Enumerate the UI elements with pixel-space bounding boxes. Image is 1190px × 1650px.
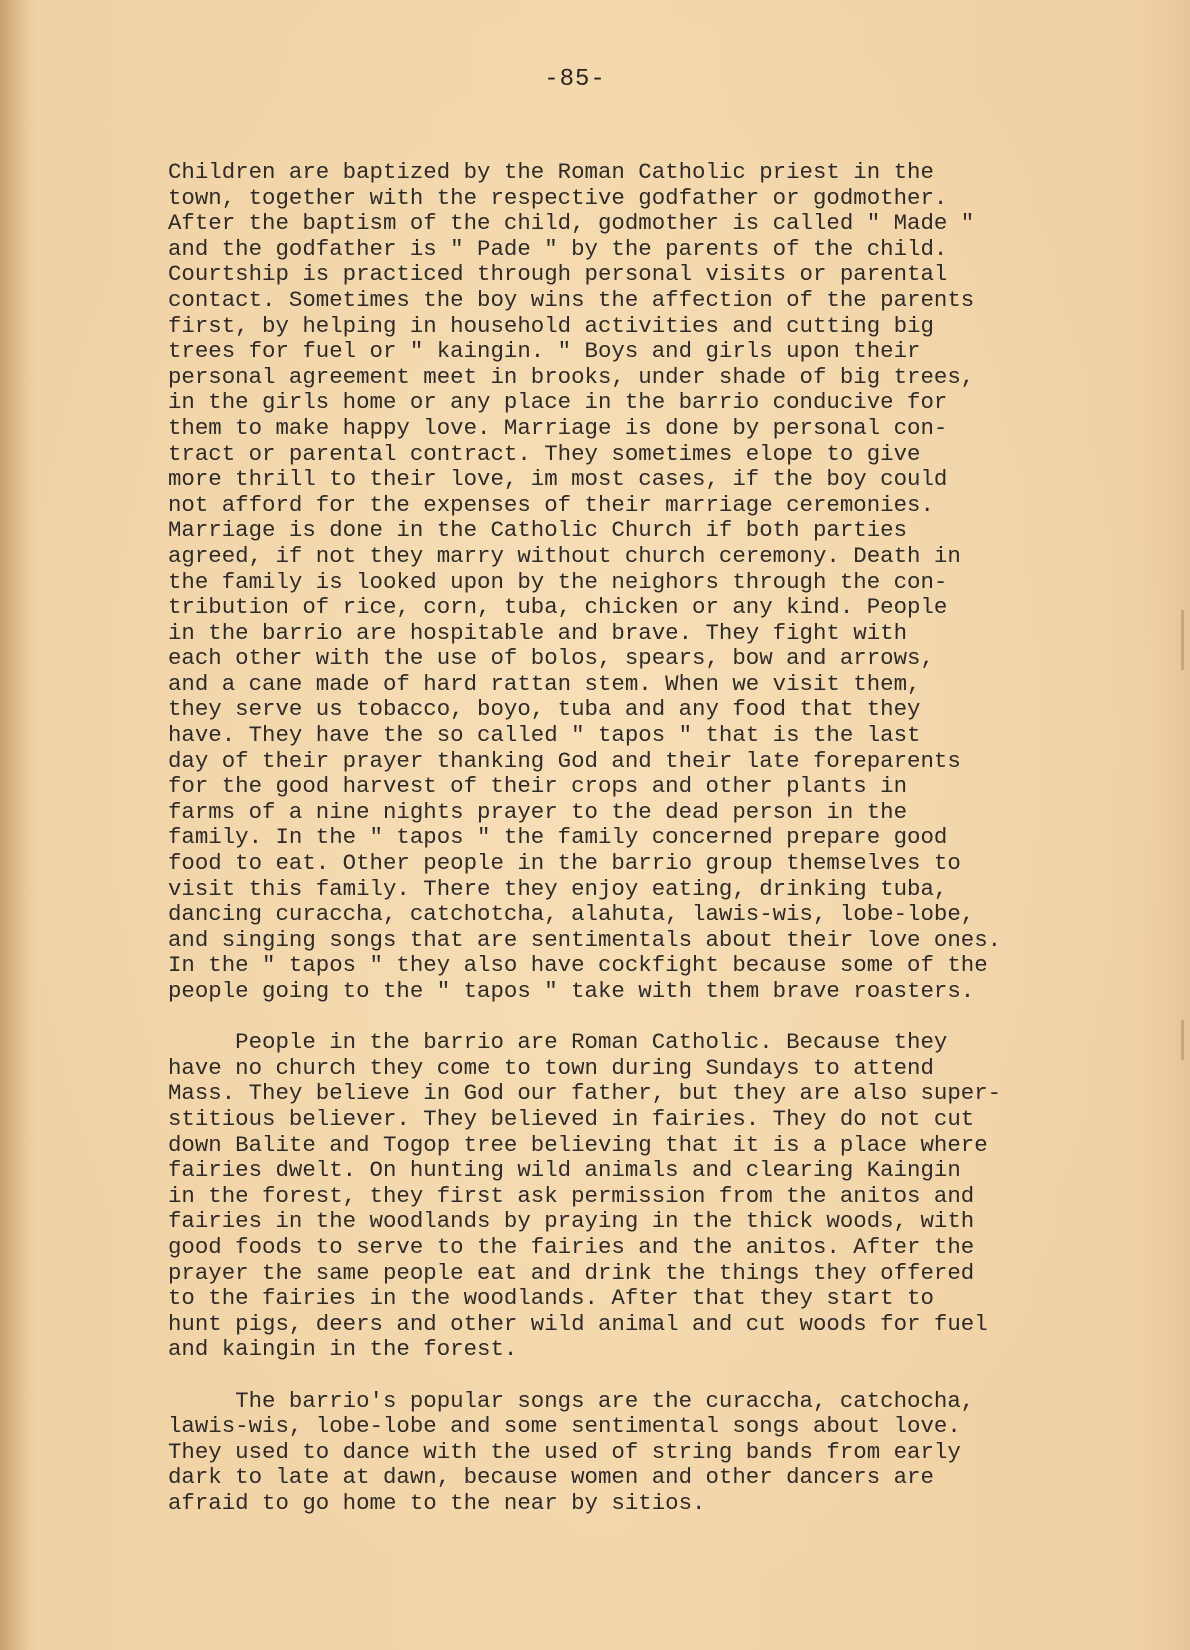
- text-line: afraid to go home to the near by sitios.: [168, 1489, 706, 1516]
- text-line: stitious believer. They believed in fairies. They do not cut: [168, 1105, 975, 1132]
- text-line: Courtship is practiced through personal visits or parental: [168, 261, 948, 288]
- text-line: People in the barrio are Roman Catholic. Because they: [168, 1029, 948, 1056]
- text-line: agreed, if not they marry without church ceremony. Death in: [168, 542, 961, 569]
- text-line: They used to dance with the used of string bands from early: [168, 1438, 961, 1465]
- paragraph-1: [168, 160, 1128, 1005]
- text-line: in the forest, they first ask permission from the anitos and: [168, 1182, 975, 1209]
- text-line: food to eat. Other people in the barrio group themselves to: [168, 850, 961, 877]
- text-line: tract or parental contract. They sometimes elope to give: [168, 440, 921, 467]
- text-line: farms of a nine nights prayer to the dead person in the: [168, 798, 908, 825]
- text-line: personal agreement meet in brooks, under shade of big trees,: [168, 363, 975, 390]
- page-number: -85-: [544, 66, 606, 93]
- text-line: contact. Sometimes the boy wins the affection of the parents: [168, 286, 975, 313]
- text-line: have. They have the so called " tapos " that is the last: [168, 722, 921, 749]
- text-line: day of their prayer thanking God and their late foreparents: [168, 747, 961, 774]
- text-line: fairies in the woodlands by praying in the thick woods, with: [168, 1208, 975, 1235]
- right-margin-mark: [1181, 1020, 1184, 1060]
- text-line: have no church they come to town during Sundays to attend: [168, 1054, 934, 1081]
- text-line: them to make happy love. Marriage is done by personal con-: [168, 414, 948, 441]
- paragraph-gap: [168, 1005, 1128, 1031]
- document-body: [168, 160, 1128, 1516]
- text-line: more thrill to their love, im most cases, if the boy could: [168, 466, 948, 493]
- text-line: people going to the " tapos " take with them brave roasters.: [168, 978, 975, 1004]
- text-line: in the girls home or any place in the barrio conducive for: [168, 389, 948, 416]
- text-line: tribution of rice, corn, tuba, chicken or any kind. People: [168, 594, 948, 621]
- text-line: Marriage is done in the Catholic Church if both parties: [168, 517, 908, 544]
- text-line: The barrio's popular songs are the curaccha, catchocha,: [168, 1387, 975, 1414]
- text-line: Children are baptized by the Roman Catholic priest in the: [168, 159, 934, 185]
- text-line: first, by helping in household activities and cutting big: [168, 312, 934, 339]
- text-line: fairies dwelt. On hunting wild animals and clearing Kaingin: [168, 1157, 961, 1184]
- text-line: to the fairies in the woodlands. After that they start to: [168, 1285, 934, 1312]
- text-line: the family is looked upon by the neighors through the con-: [168, 568, 948, 595]
- text-line: prayer the same people eat and drink the things they offered: [168, 1259, 975, 1286]
- paragraph-gap: [168, 1363, 1128, 1389]
- text-line: not afford for the expenses of their marriage ceremonies.: [168, 491, 934, 518]
- paragraph-2: [168, 1030, 1128, 1363]
- text-line: visit this family. There they enjoy eating, drinking tuba,: [168, 875, 948, 902]
- text-line: each other with the use of bolos, spears, bow and arrows,: [168, 645, 934, 672]
- text-line: In the " tapos " they also have cockfight because some of the: [168, 952, 988, 979]
- text-line: town, together with the respective godfather or godmother.: [168, 184, 948, 211]
- page-binding-edge: [0, 0, 28, 1650]
- text-line: down Balite and Togop tree believing that it is a place where: [168, 1131, 988, 1158]
- text-line: After the baptism of the child, godmother is called " Made ": [168, 210, 975, 237]
- text-line: and singing songs that are sentimentals about their love ones.: [168, 926, 1002, 953]
- text-line: family. In the " tapos " the family concerned prepare good: [168, 824, 948, 851]
- text-line: they serve us tobacco, boyo, tuba and any food that they: [168, 696, 921, 723]
- text-line: in the barrio are hospitable and brave. They fight with: [168, 619, 908, 646]
- text-line: dark to late at dawn, because women and other dancers are: [168, 1464, 934, 1491]
- right-margin-mark: [1181, 610, 1184, 670]
- paragraph-3: [168, 1389, 1128, 1517]
- text-line: and kaingin in the forest.: [168, 1336, 518, 1363]
- text-line: good foods to serve to the fairies and the anitos. After the: [168, 1233, 975, 1260]
- text-line: and the godfather is " Pade " by the parents of the child.: [168, 235, 948, 262]
- text-line: and a cane made of hard rattan stem. When we visit them,: [168, 670, 921, 697]
- text-line: Mass. They believe in God our father, but they are also super-: [168, 1080, 1002, 1107]
- text-line: trees for fuel or " kaingin. " Boys and girls upon their: [168, 338, 921, 365]
- text-line: hunt pigs, deers and other wild animal and cut woods for fuel: [168, 1310, 988, 1337]
- text-line: dancing curaccha, catchotcha, alahuta, lawis-wis, lobe-lobe,: [168, 901, 975, 928]
- text-line: lawis-wis, lobe-lobe and some sentimental songs about love.: [168, 1413, 961, 1440]
- text-line: for the good harvest of their crops and other plants in: [168, 773, 908, 800]
